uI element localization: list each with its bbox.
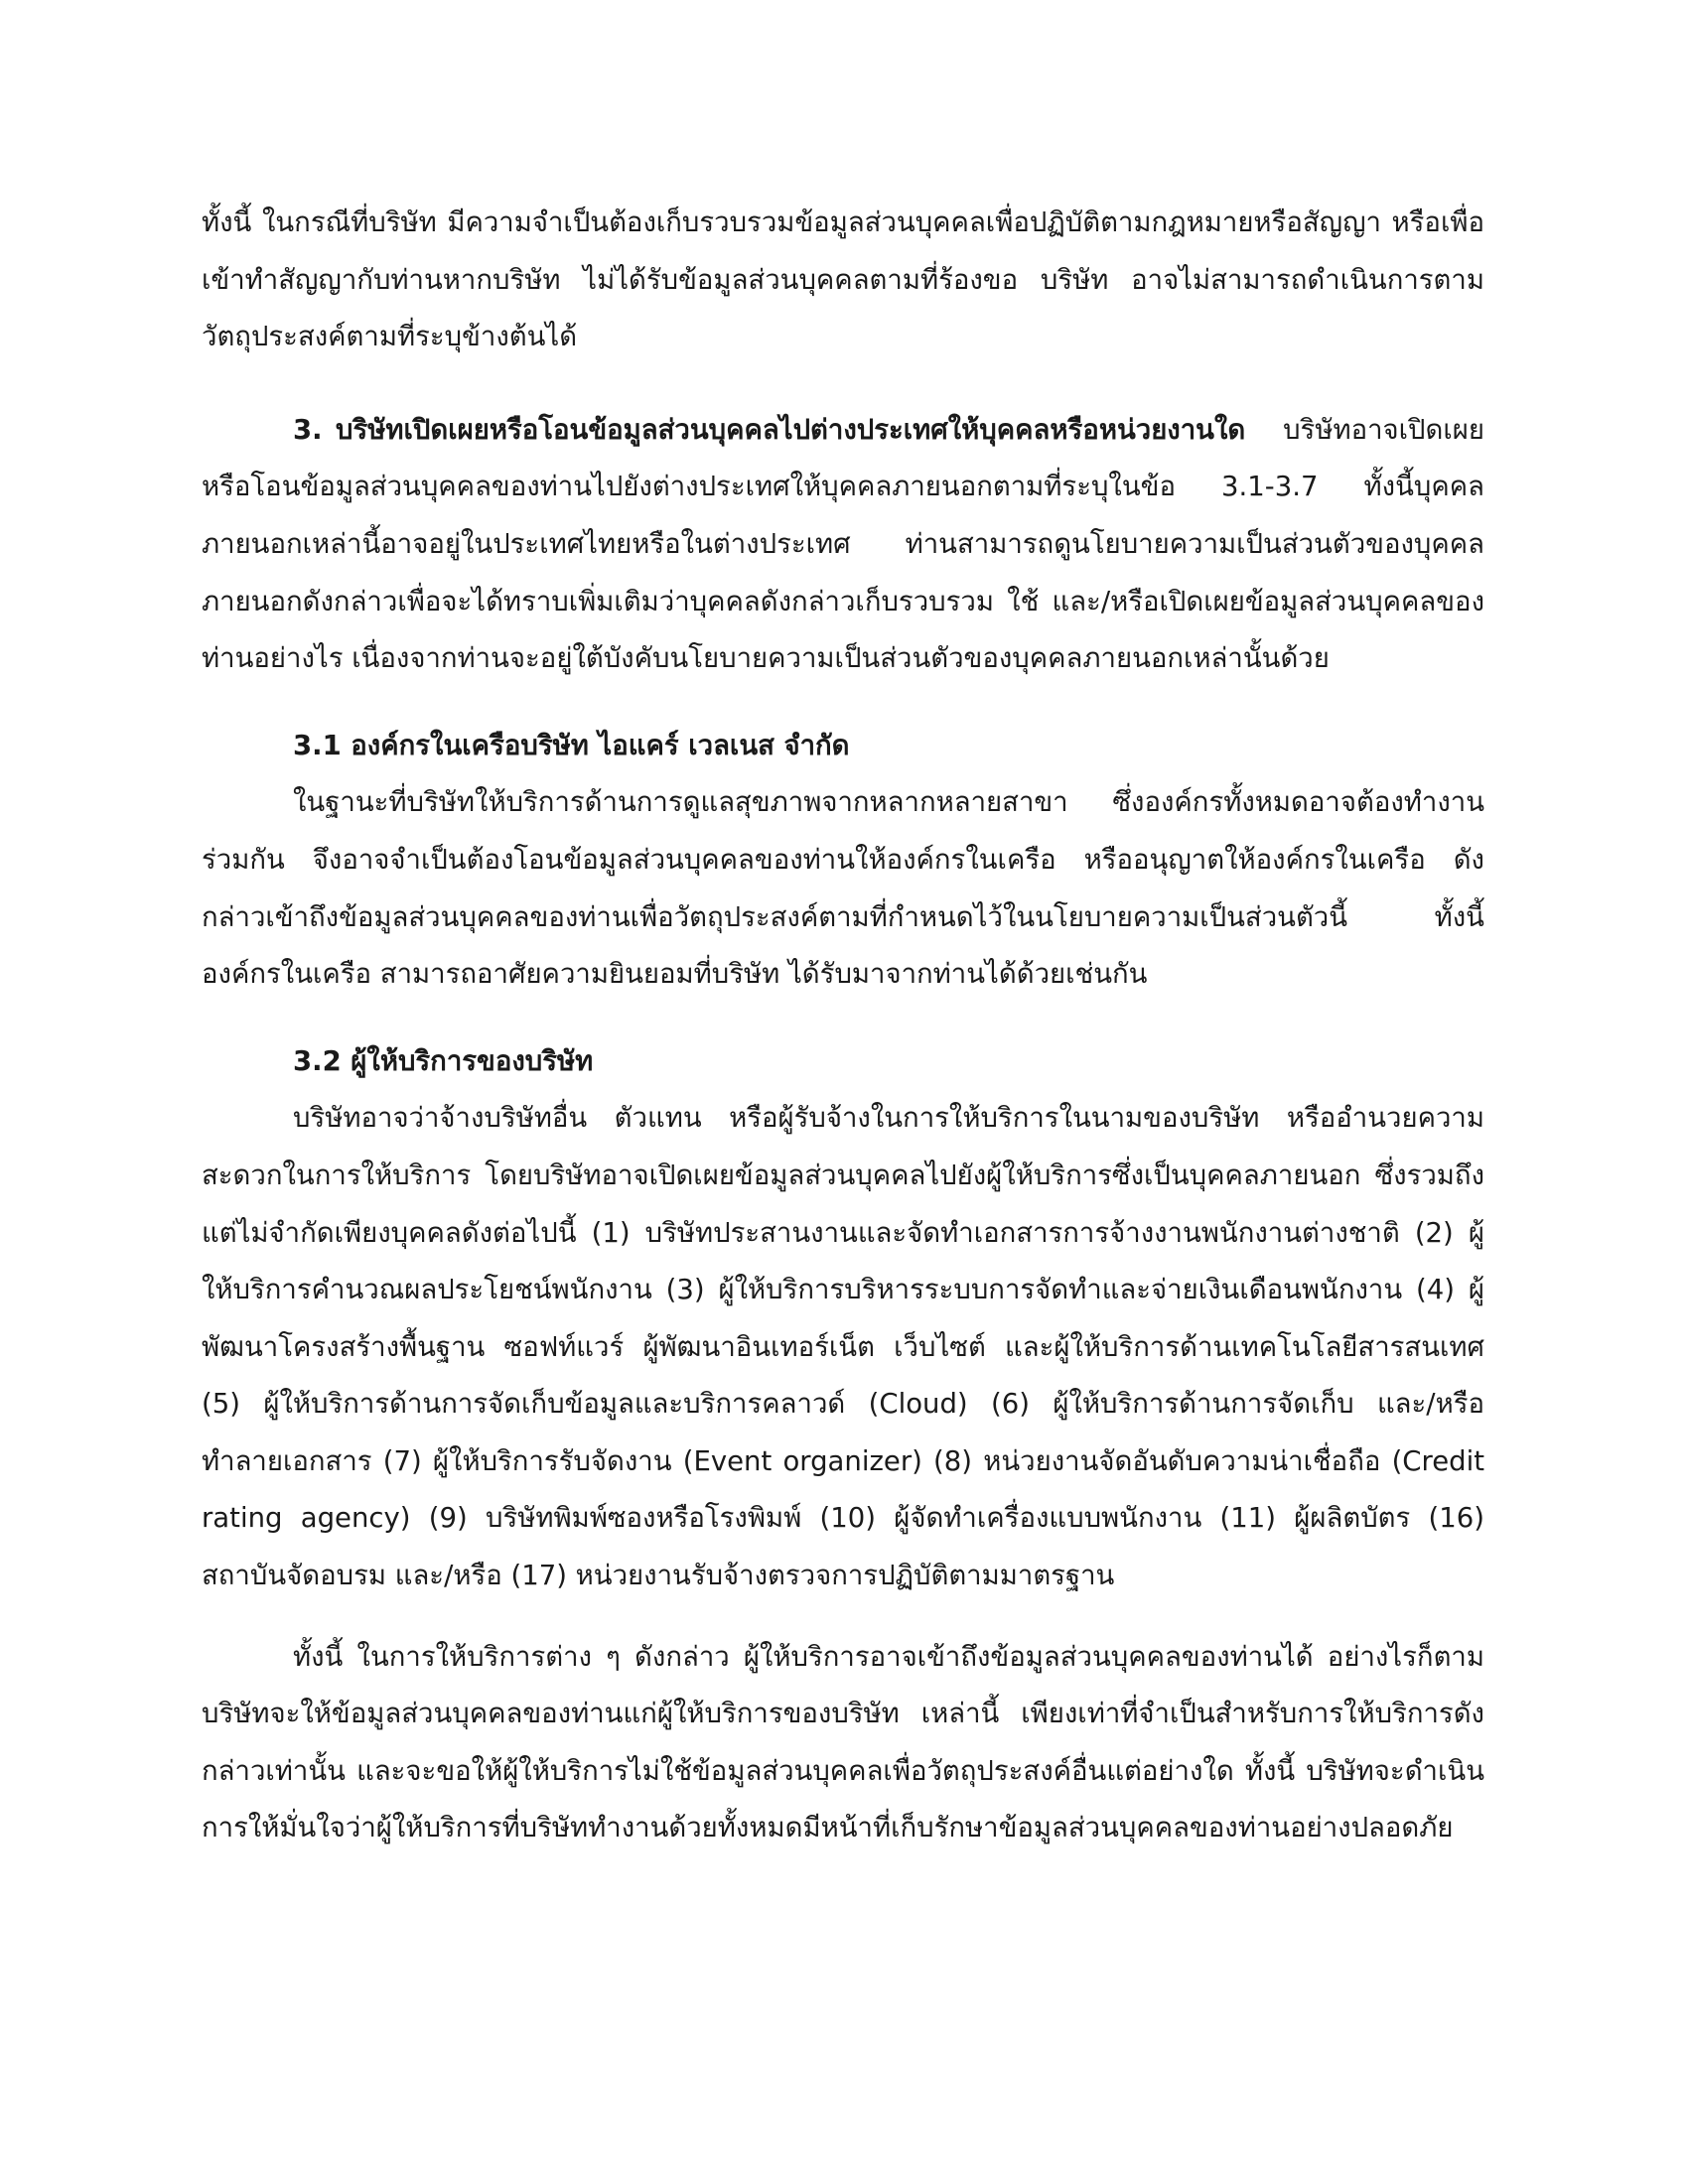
section-3-body: บริษัทอาจเปิดเผยหรือโอนข้อมูลส่วนบุคคลของท่านไปยังต่างประเทศให้บุคคลภายนอกตามที่ระบุในข้อ 3.1-3.7 ทั้งนี้บุคคลภายนอกเหล่านี้อาจอยู่ในประเทศไทยหรือในต่างประเทศ ท่านสามารถดูนโยบายความเป็นส่วนตัวของบุคคลภายนอกดังกล่าวเพื่อจะได้ทราบเพิ่มเติมว่าบุคคลดังกล่าวเก็บรวบรวม ใช้ และ/หรือเปิดเผยข้อมูลส่วนบุคคลของท่านอย่างไร เนื่องจากท่านจะอยู่ใต้บังคับนโยบายความเป็นส่วนตัวของบุคคลภายนอกเหล่านั้นด้วย: [202, 413, 1484, 675]
intro-paragraph: ทั้งนี้ ในกรณีที่บริษัท มีความจำเป็นต้องเก็บรวบรวมข้อมูลส่วนบุคคลเพื่อปฏิบัติตามกฎหมายหรือสัญญา หรือเพื่อเข้าทำสัญญากับท่านหากบริษัท ไม่ได้รับข้อมูลส่วนบุคคลตามที่ร้องขอ บริษัท อาจไม่สามารถดำเนินการตามวัตถุประสงค์ตามที่ระบุข้างต้นได้: [202, 206, 1484, 353]
section-3-2-body: บริษัทอาจว่าจ้างบริษัทอื่น ตัวแทน หรือผู้รับจ้างในการให้บริการในนามของบริษัท หรืออำนวยความสะดวกในการให้บริการ โดยบริษัทอาจเปิดเผยข้อมูลส่วนบุคคลไปยังผู้ให้บริการซึ่งเป็นบุคคลภายนอก ซึ่งรวมถึงแต่ไม่จำกัดเพียงบุคคลดังต่อไปนี้ (1) บริษัทประสานงานและจัดทำเอกสารการจ้างงานพนักงานต่างชาติ (2) ผู้ให้บริการคำนวณผลประโยชน์พนักงาน (3) ผู้ให้บริการบริหารระบบการจัดทำและจ่ายเงินเดือนพนักงาน (4) ผู้พัฒนาโครงสร้างพื้นฐาน ซอฟท์แวร์ ผู้พัฒนาอินเทอร์เน็ต เว็บไซต์ และผู้ให้บริการด้านเทคโนโลยีสารสนเทศ (5) ผู้ให้บริการด้านการจัดเก็บข้อมูลและบริการคลาวด์ (Cloud) (6) ผู้ให้บริการด้านการจัดเก็บ และ/หรือทำลายเอกสาร (7) ผู้ให้บริการรับจัดงาน (Event organizer) (8) หน่วยงานจัดอันดับความน่าเชื่อถือ (Credit rating agency) (9) บริษัทพิมพ์ซองหรือโรงพิมพ์ (10) ผู้จัดทำเครื่องแบบพนักงาน (11) ผู้ผลิตบัตร (16) สถาบันจัดอบรม และ/หรือ (17) หน่วยงานรับจ้างตรวจการปฏิบัติตามมาตรฐาน: [202, 1102, 1484, 1592]
document-body: [202, 195, 1484, 1857]
closing-paragraph: ทั้งนี้ ในการให้บริการต่าง ๆ ดังกล่าว ผู้ให้บริการอาจเข้าถึงข้อมูลส่วนบุคคลของท่านได้ อย่างไรก็ตาม บริษัทจะให้ข้อมูลส่วนบุคคลของท่านแก่ผู้ให้บริการของบริษัท เหล่านี้ เพียงเท่าที่จำเป็นสำหรับการให้บริการดังกล่าวเท่านั้น และจะขอให้ผู้ให้บริการไม่ใช้ข้อมูลส่วนบุคคลเพื่อวัตถุประสงค์อื่นแต่อย่างใด ทั้งนี้ บริษัทจะดำเนินการให้มั่นใจว่าผู้ให้บริการที่บริษัททำงานด้วยทั้งหมดมีหน้าที่เก็บรักษาข้อมูลส่วนบุคคลของท่านอย่างปลอดภัย: [202, 1640, 1484, 1844]
section-3-1-body: ในฐานะที่บริษัทให้บริการด้านการดูแลสุขภาพจากหลากหลายสาขา ซึ่งองค์กรทั้งหมดอาจต้องทำงานร่วมกัน จึงอาจจำเป็นต้องโอนข้อมูลส่วนบุคคลของท่านให้องค์กรในเครือ หรืออนุญาตให้องค์กรในเครือ ดังกล่าวเข้าถึงข้อมูลส่วนบุคคลของท่านเพื่อวัตถุประสงค์ตามที่กำหนดไว้ในนโยบายความเป็นส่วนตัวนี้ ทั้งนี้ องค์กรในเครือ สามารถอาศัยความยินยอมที่บริษัท ได้รับมาจากท่านได้ด้วยเช่นกัน: [202, 786, 1484, 991]
section-3-2-heading: 3.2 ผู้ให้บริการของบริษัท: [293, 1044, 594, 1077]
section-3-paragraph: [202, 402, 1484, 688]
section-3-heading: 3. บริษัทเปิดเผยหรือโอนข้อมูลส่วนบุคคลไปต่างประเทศให้บุคคลหรือหน่วยงานใด: [293, 413, 1246, 446]
section-3-1-heading: 3.1 องค์กรในเครือบริษัท ไอแคร์ เวลเนส จำกัด: [293, 729, 850, 761]
